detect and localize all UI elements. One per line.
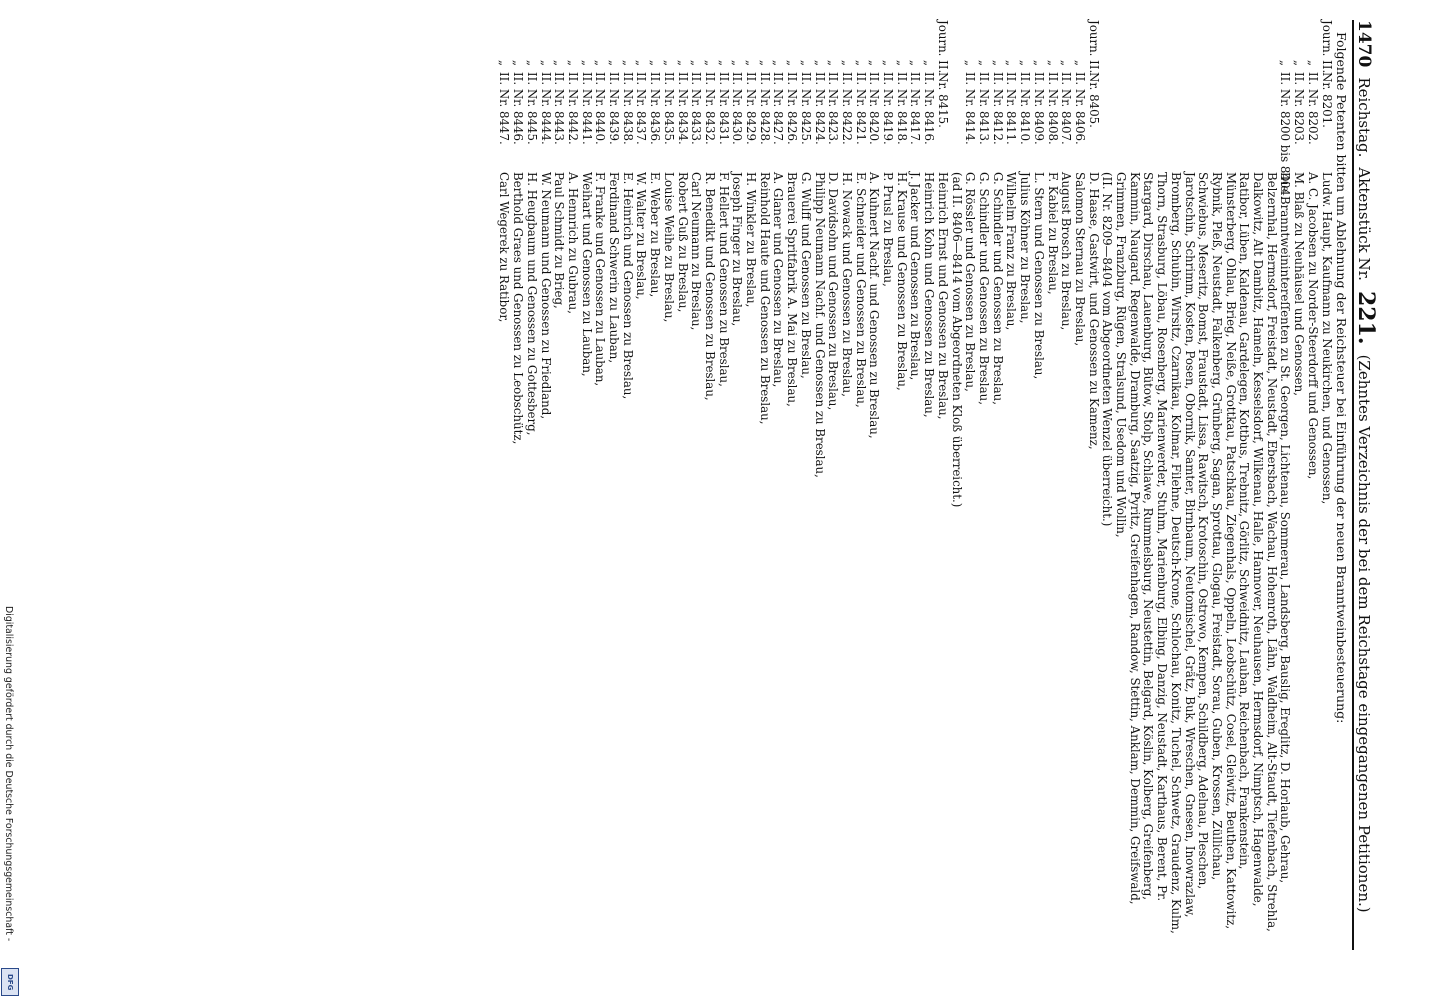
petition-number: II. Nr. 8429.	[744, 72, 759, 145]
list-item	[524, 20, 538, 950]
petition-number: II. Nr. 8410.	[1018, 72, 1033, 145]
petitioner-text: Reinhold Haute und Genossen zu Breslau,	[757, 172, 772, 425]
note-text: (II. Nr. 8209—8404 vom Abgeordneten Wenzel überreicht.)	[1100, 172, 1115, 527]
petition-number: II. Nr. 8416.	[922, 72, 937, 145]
journal-prefix: „	[853, 59, 868, 66]
journal-prefix: „	[757, 59, 772, 66]
petition-number: II. Nr. 8203.	[1292, 72, 1307, 145]
list-item	[935, 20, 949, 950]
list-item	[606, 20, 620, 950]
petitioner-text: F. Hellert und Genossen zu Breslau,	[716, 172, 731, 387]
petitioner-text: P. Prusl zu Breslau,	[881, 172, 896, 287]
petitioner-text: Carl Neumann zu Breslau,	[689, 172, 704, 331]
list-item	[538, 20, 552, 950]
petition-number: II. Nr. 8436.	[648, 72, 663, 145]
petition-number: II. Nr. 8441.	[579, 72, 594, 145]
list-item	[730, 20, 744, 950]
petitioner-text: F. Kabiel zu Breslau,	[1045, 172, 1060, 295]
petition-number: II. Nr. 8413.	[977, 72, 992, 145]
journal-prefix: „	[771, 59, 786, 66]
journal-prefix: „	[785, 59, 800, 66]
list-item	[647, 20, 661, 950]
petitioner-text: Philipp Neumann Nachf. und Genossen zu Breslau,	[812, 172, 827, 478]
list-item	[634, 20, 648, 950]
petitioner-text: Heinrich Ernst und Genossen zu Breslau,	[935, 172, 950, 420]
journal-prefix: „	[730, 59, 745, 66]
journal-prefix: „	[922, 59, 937, 66]
dfg-logo: DFG	[1, 968, 19, 996]
journal-prefix: „	[839, 59, 854, 66]
document-body	[22, 20, 1379, 950]
journal-prefix: „	[867, 59, 882, 66]
list-item	[757, 20, 771, 950]
petitioner-text: Louise Weihe zu Breslau,	[661, 172, 676, 323]
petitioner-text: Robert Guß zu Breslau,	[675, 172, 690, 313]
journal-prefix: „	[798, 59, 813, 66]
journal-prefix: „	[497, 59, 512, 66]
list-note	[949, 20, 963, 950]
petitioner-text: Joseph Finger zu Breslau,	[730, 172, 745, 327]
petition-number: II. Nr. 8433.	[689, 72, 704, 145]
petition-number: II. Nr. 8424.	[812, 72, 827, 145]
journal-prefix: „	[634, 59, 649, 66]
issue-label: Aktenstück Nr.	[1355, 167, 1373, 281]
petitioner-text: D. Davidsohn und Genossen zu Breslau,	[826, 172, 841, 411]
journal-prefix: „	[1031, 59, 1046, 66]
petitioner-text: A. Kuhnert Nachf. und Genossen zu Breslau,	[867, 172, 882, 439]
list-item	[1031, 20, 1045, 950]
journal-prefix: „	[908, 59, 923, 66]
petition-number: II. Nr. 8406.	[1072, 72, 1087, 145]
list-item	[510, 20, 524, 950]
page-number: 1470	[1354, 20, 1374, 68]
journal-prefix: „	[538, 59, 553, 66]
journal-prefix: „	[1305, 59, 1320, 66]
petition-number: Nr. 8405.	[1086, 72, 1101, 128]
journal-prefix: Journ. II.	[935, 20, 950, 74]
document-title: (Zehntes Verzeichnis der bei dem Reichstage eingegangenen Petitionen.)	[1355, 354, 1373, 913]
petitioner-text: Julius Köhner zu Breslau,	[1018, 172, 1033, 324]
petition-number: II. Nr. 8432.	[702, 72, 717, 145]
list-item	[1319, 20, 1333, 950]
petitioner-text: G. Rössler und Genossen zu Breslau,	[963, 172, 978, 392]
petition-number: II. Nr. 8422.	[839, 72, 854, 145]
list-item	[1045, 20, 1059, 950]
petitioner-text: Berthold Graes und Genossen zu Leobschütz,	[511, 172, 526, 445]
petitioner-text: H. Heugbaum und Genossen zu Gottesberg,	[524, 172, 539, 436]
journal-prefix: „	[620, 59, 635, 66]
journal-prefix: „	[826, 59, 841, 66]
petitioner-text: Salomon Sternau zu Breslau,	[1072, 172, 1087, 347]
list-item	[1072, 20, 1086, 950]
petition-number: II. Nr. 8445.	[524, 72, 539, 145]
journal-prefix: „	[524, 59, 539, 66]
journal-prefix: Journ. II.	[1319, 20, 1334, 74]
issue-number: 221.	[1353, 290, 1379, 345]
journal-prefix: „	[1004, 59, 1019, 66]
journal-prefix: „	[1278, 59, 1293, 66]
digitization-credit: Digitalisierung gefördert durch die Deutsche Forschungsgemeinschaft -	[3, 606, 14, 942]
list-item	[593, 20, 607, 950]
journal-prefix: „	[579, 59, 594, 66]
list-item	[1113, 20, 1291, 950]
page-header	[1352, 20, 1379, 950]
petition-number: II. Nr. 8428.	[757, 72, 772, 145]
list-item	[743, 20, 757, 950]
petition-number: II. Nr. 8447.	[497, 72, 512, 145]
journal-prefix: „	[894, 59, 909, 66]
list-item	[716, 20, 730, 950]
petition-number: II. Nr. 8202.	[1305, 72, 1320, 145]
list-item	[867, 20, 881, 950]
petitioner-text: Heinrich Kohn und Genossen zu Breslau,	[922, 172, 937, 418]
petition-number: II. Nr. 8427.	[771, 72, 786, 145]
journal-prefix: „	[963, 59, 978, 66]
petitioner-text: Wilhelm Franz zu Breslau,	[1004, 172, 1019, 331]
petition-number: II. Nr. 8411.	[1004, 72, 1019, 145]
list-item	[497, 20, 511, 950]
list-item	[976, 20, 990, 950]
list-note	[1100, 20, 1114, 950]
journal-prefix: „	[716, 59, 731, 66]
petitioner-text: H. Nowack und Genossen zu Breslau,	[839, 172, 854, 397]
petitioner-text: Ferdinand Schwerin zu Lauban,	[607, 172, 622, 364]
petition-number: II. Nr. 8421.	[853, 72, 868, 145]
journal-prefix: „	[1018, 59, 1033, 66]
journal-prefix: „	[661, 59, 676, 66]
petitioner-text: A. C. Jacobsen zu Norder-Steerdorff und Genossen,	[1305, 172, 1320, 480]
list-item	[826, 20, 840, 950]
petitioner-text: F. Franke und Genossen zu Lauban,	[593, 172, 608, 387]
list-item	[579, 20, 593, 950]
petitioner-text: W. Neumann und Genossen zu Friedland,	[538, 172, 553, 420]
journal-prefix: „	[1045, 59, 1060, 66]
petition-number: II. Nr. 8440.	[593, 72, 608, 145]
petitioner-text: A. Hennrich zu Gubrau,	[565, 172, 580, 315]
petition-number: II. Nr. 8434.	[675, 72, 690, 145]
petitioner-text: G. Schindler und Genossen zu Breslau,	[990, 172, 1005, 405]
petition-number: Nr. 8415.	[935, 72, 950, 128]
list-item	[853, 20, 867, 950]
petition-number: II. Nr. 8446.	[511, 72, 526, 145]
list-item	[1017, 20, 1031, 950]
petition-number: II. Nr. 8425.	[798, 72, 813, 145]
petitioner-text: E. Heinrich und Genossen zu Breslau,	[620, 172, 635, 400]
list-item	[771, 20, 785, 950]
petition-number: II. Nr. 8409.	[1031, 72, 1046, 145]
petition-number: II. Nr. 8431.	[716, 72, 731, 145]
journal-prefix: „	[1059, 59, 1074, 66]
petition-number: II. Nr. 8200 bis 8404.	[1278, 72, 1293, 200]
list-item	[784, 20, 798, 950]
list-item	[620, 20, 634, 950]
petition-number: II. Nr. 8444.	[538, 72, 553, 145]
list-item	[565, 20, 579, 950]
list-item	[839, 20, 853, 950]
journal-prefix: „	[990, 59, 1005, 66]
list-item	[908, 20, 922, 950]
petitioner-text: E. Weber zu Breslau,	[648, 172, 663, 298]
journal-prefix: „	[977, 59, 992, 66]
journal-prefix: „	[689, 59, 704, 66]
list-item	[661, 20, 675, 950]
petitioner-text: J. Jacker und Genossen zu Breslau,	[908, 172, 923, 381]
petitioner-text: R. Benedikt und Genossen zu Breslau,	[702, 172, 717, 401]
petitioner-text: Die Branntweinintereſſenten zu St. Georgen, Lichtenau, Sommerau, Landsberg, Bauslig, Ereglitz, D. Horlaub, Gehrau, Belzernhal, Hermsdorf, Freistadt, Neustadt, Ebersbach, Wachau, Hohenroth, Lähn, Waldheim, Alt-Staudt, Tiefenbach, Strehla, Dalkowitz, Alt Dambitz, Hameln, Kesselsdorf, Wilkenau, Halle, Hannover, Neuhausen, Hermsdorf, Nimptsch, Hagenwalde, Ratibor, Lüben, Kaldenau, Gardelegen, Kottbus, Trebnitz, Görlitz, Schweidnitz, Lauban, Reichenbach, Frankenstein, Münsterberg, Ohlau, Brieg, Neiße, Grottkau, Patschkau, Ziegenhals, Oppeln, Leobschütz, Cosel, Gleiwitz, Beuthen, Kattowitz, Rybnik, Pleß, Neustadt, Falkenberg, Grünberg, Sagan, Sprottau, Glogau, Freistadt, Sorau, Guben, Krossen, Züllichau, Schwiebus, Meseritz, Bomst, Fraustadt, Lissa, Rawitsch, Krotoschin, Ostrowo, Kempen, Schildberg, Adelnau, Pleschen, Jarotschin, Schrimm, Kosten, Posen, Obornik, Samter, Birnbaum, Neutomischel, Grätz, Buk, Wreschen, Gnesen, Inowrazlaw, Bromberg, Schubin, Wirsitz, Czarnikau, Kolmar, Filehne, Deutsch-Krone, Schlochau, Konitz, Tuchel, Schwetz, Graudenz, Kulm, Thorn, Strasburg, Löbau, Rosenberg, Marienwerder, Stuhm, Marienburg, Elbing, Danzig, Neustadt, Karthaus, Berent, Pr. Stargard, Dirschau, Lauenburg, Bütow, Stolp, Schlawe, Rummelsburg, Neustettin, Belgard, Köslin, Kolberg, Greifenberg, Kammin, Naugard, Regenwalde, Dramburg, Saatzig, Pyritz, Greifenhagen, Randow, Stettin, Anklam, Demmin, Greifswald, Grimmen, Franzburg, Rügen, Stralsund, Usedom und Wollin,	[1114, 172, 1293, 934]
petition-number: II. Nr. 8412.	[990, 72, 1005, 145]
petitioner-text: G. Wulff und Genossen zu Breslau,	[798, 172, 813, 379]
petitioner-text: M. Blaß zu Neuhäusel und Genossen,	[1292, 172, 1307, 396]
petition-number: II. Nr. 8417.	[908, 72, 923, 145]
list-item	[894, 20, 908, 950]
journal-prefix: „	[1072, 59, 1087, 66]
petitioner-text: H. Winkler zu Breslau,	[744, 172, 759, 308]
journal-prefix: „	[812, 59, 827, 66]
petition-number: II. Nr. 8407.	[1059, 72, 1074, 145]
list-item	[675, 20, 689, 950]
note-text: (ad II. 8406—8414 vom Abgeordneten Kloß überreicht.)	[949, 172, 964, 508]
petition-number: Nr. 8201.	[1319, 72, 1334, 128]
petitioner-text: A. Glaner und Genossen zu Breslau,	[771, 172, 786, 388]
petition-number: II. Nr. 8414.	[963, 72, 978, 145]
journal-prefix: Journ. II.	[1086, 20, 1101, 74]
petitioner-text: D. Haase, Gastwirt, und Genossen zu Kamenz,	[1086, 172, 1101, 450]
petitioner-text: Carl Wegerek zu Ratibor,	[497, 172, 512, 323]
list-item	[922, 20, 936, 950]
petition-number: II. Nr. 8408.	[1045, 72, 1060, 145]
petitioner-text: Paul Schmidt zu Brieg,	[552, 172, 567, 309]
list-item	[689, 20, 703, 950]
petitioner-text: E. Schneider und Genossen zu Breslau,	[853, 172, 868, 408]
journal-prefix: „	[607, 59, 622, 66]
journal-prefix: „	[648, 59, 663, 66]
petitioner-text: G. Schindler und Genossen zu Breslau,	[977, 172, 992, 405]
journal-prefix: „	[881, 59, 896, 66]
petition-number: II. Nr. 8442.	[565, 72, 580, 145]
list-item	[1004, 20, 1018, 950]
source-label: Reichstag.	[1355, 77, 1373, 158]
journal-prefix: „	[702, 59, 717, 66]
list-item	[798, 20, 812, 950]
journal-prefix: „	[744, 59, 759, 66]
petitioner-text: Weihart und Genossen zu Lauban,	[579, 172, 594, 377]
journal-prefix: „	[1292, 59, 1307, 66]
petition-number: II. Nr. 8420.	[867, 72, 882, 145]
list-item	[552, 20, 566, 950]
intro-text: Folgende Petenten bitten um Ablehnung der Reichsteuer bei Einführung der neuen Branntweinbesteuerung:	[1334, 32, 1350, 724]
petition-number: II. Nr. 8418.	[894, 72, 909, 145]
petition-number: II. Nr. 8419.	[881, 72, 896, 145]
list-item	[880, 20, 894, 950]
list-item	[1305, 20, 1319, 950]
list-item	[1291, 20, 1305, 950]
petition-number: II. Nr. 8438.	[620, 72, 635, 145]
petition-list	[497, 20, 1333, 950]
petitioner-text: L. Stern und Genossen zu Breslau,	[1031, 172, 1046, 380]
journal-prefix: „	[511, 59, 526, 66]
journal-prefix: „	[675, 59, 690, 66]
journal-prefix: „	[593, 59, 608, 66]
petition-number: II. Nr. 8423.	[826, 72, 841, 145]
list-item	[702, 20, 716, 950]
journal-prefix: „	[565, 59, 580, 66]
petition-number: II. Nr. 8437.	[634, 72, 649, 145]
petition-number: II. Nr. 8426.	[785, 72, 800, 145]
petitioner-text: Brauerei Spritfabrik A. Mai zu Breslau,	[785, 172, 800, 407]
journal-prefix: „	[552, 59, 567, 66]
petitioner-text: H. Krause und Genossen zu Breslau,	[894, 172, 909, 391]
petition-number: II. Nr. 8443.	[552, 72, 567, 145]
petition-number: II. Nr. 8430.	[730, 72, 745, 145]
petitioner-text: W. Walter zu Breslau,	[634, 172, 649, 300]
petitioner-text: Ludw. Haupt, Kaufmann zu Neukirchen, und Genossen,	[1319, 172, 1334, 505]
list-item	[1086, 20, 1100, 950]
list-item	[963, 20, 977, 950]
list-item	[990, 20, 1004, 950]
petitioner-text: August Brosch zu Breslau,	[1059, 172, 1074, 331]
list-item	[812, 20, 826, 950]
petition-number: II. Nr. 8435.	[661, 72, 676, 145]
petition-number: II. Nr. 8439.	[607, 72, 622, 145]
list-item	[1059, 20, 1073, 950]
